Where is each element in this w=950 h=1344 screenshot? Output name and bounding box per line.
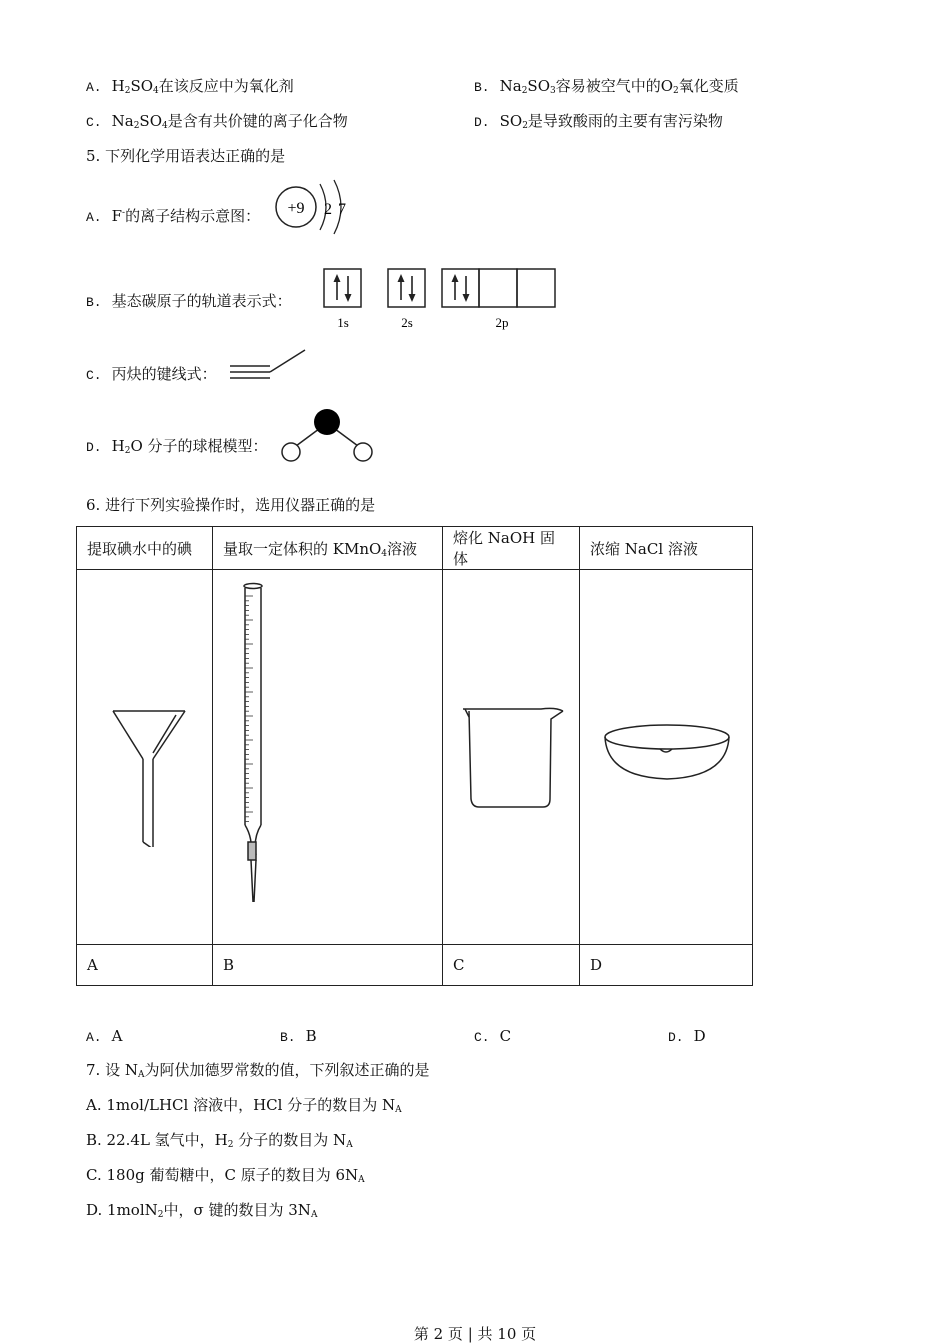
q5-option-b: B. 基态碳原子的轨道表示式： <box>86 292 292 310</box>
evaporating-dish-icon <box>580 667 753 847</box>
q7-stem: 7. 设 $N_A$为阿伏加德罗常数的值，下列叙述正确的是 <box>86 1061 430 1080</box>
answer-cell-b: B <box>213 945 443 986</box>
q5-option-c: C. 丙炔的键线式： <box>86 365 217 383</box>
q4-option-a: A. $H_2SO_4$在该反应中为氧化剂 <box>86 77 294 96</box>
cell-funnel <box>77 570 213 945</box>
q5-option-d: D. $H_2O$ 分子的球棍模型： <box>86 437 268 456</box>
cell-burette <box>213 570 443 945</box>
carbon-orbital-diagram-icon <box>320 266 560 332</box>
shell2-electrons: 7 <box>338 201 346 218</box>
q6-option-a: A. A <box>86 1027 123 1045</box>
fluoride-ion-diagram-icon <box>272 178 352 238</box>
q6-stem: 6. 进行下列实验操作时，选用仪器正确的是 <box>86 496 376 514</box>
beaker-icon <box>443 667 580 847</box>
q4-option-d: D. $SO_2$是导致酸雨的主要有害污染物 <box>474 112 723 131</box>
q7-option-d: D. 1molN$_2$中，σ 键的数目为 $3N_A$ <box>86 1201 318 1220</box>
q7-option-b: B. 22.4L 氢气中，$H_2$ 分子的数目为 $N_A$ <box>86 1131 353 1150</box>
q4-option-c: C. $Na_2SO_4$是含有共价键的离子化合物 <box>86 112 348 131</box>
q5-stem: 5. 下列化学用语表达正确的是 <box>86 147 286 165</box>
answer-cell-a: A <box>77 945 213 986</box>
answer-cell-d: D <box>580 945 753 986</box>
shell1-electrons: 2 <box>324 201 332 218</box>
cell-evaporating-dish <box>580 570 753 945</box>
header-extract-iodine: 提取碘水中的碘 <box>77 527 213 570</box>
header-measure-kmno4: 量取一定体积的 KMnO$_4$溶液 <box>213 527 443 570</box>
nucleus-charge: +9 <box>287 200 305 217</box>
orbital-label-1s: 1s <box>337 315 349 330</box>
header-concentrate-nacl: 浓缩 NaCl 溶液 <box>580 527 753 570</box>
orbital-label-2s: 2s <box>401 315 413 330</box>
q6-option-b: B. B <box>280 1027 317 1045</box>
funnel-icon <box>95 667 195 847</box>
instrument-table <box>76 526 753 986</box>
q6-option-c: C. C <box>474 1027 512 1045</box>
cell-beaker <box>443 570 580 945</box>
propyne-skeletal-formula-icon <box>226 346 310 382</box>
orbital-label-2p: 2p <box>495 315 509 330</box>
header-melt-naoh: 熔化 NaOH 固体 <box>443 527 580 570</box>
page-footer: 第 2 页 | 共 10 页 <box>413 1325 537 1343</box>
q7-option-a: A. 1mol/LHCl 溶液中，HCl 分子的数目为 $N_A$ <box>86 1096 402 1115</box>
q7-option-c: C. 180g 葡萄糖中，C 原子的数目为 $6N_A$ <box>86 1166 365 1185</box>
burette-icon <box>213 570 443 944</box>
q6-option-d: D. D <box>668 1027 706 1045</box>
water-ball-stick-model-icon <box>276 404 380 466</box>
q4-option-b: B. $Na_2SO_3$容易被空气中的$O_2$氧化变质 <box>474 77 739 96</box>
q5-option-a: A. F-的离子结构示意图： <box>86 207 261 225</box>
answer-cell-c: C <box>443 945 580 986</box>
